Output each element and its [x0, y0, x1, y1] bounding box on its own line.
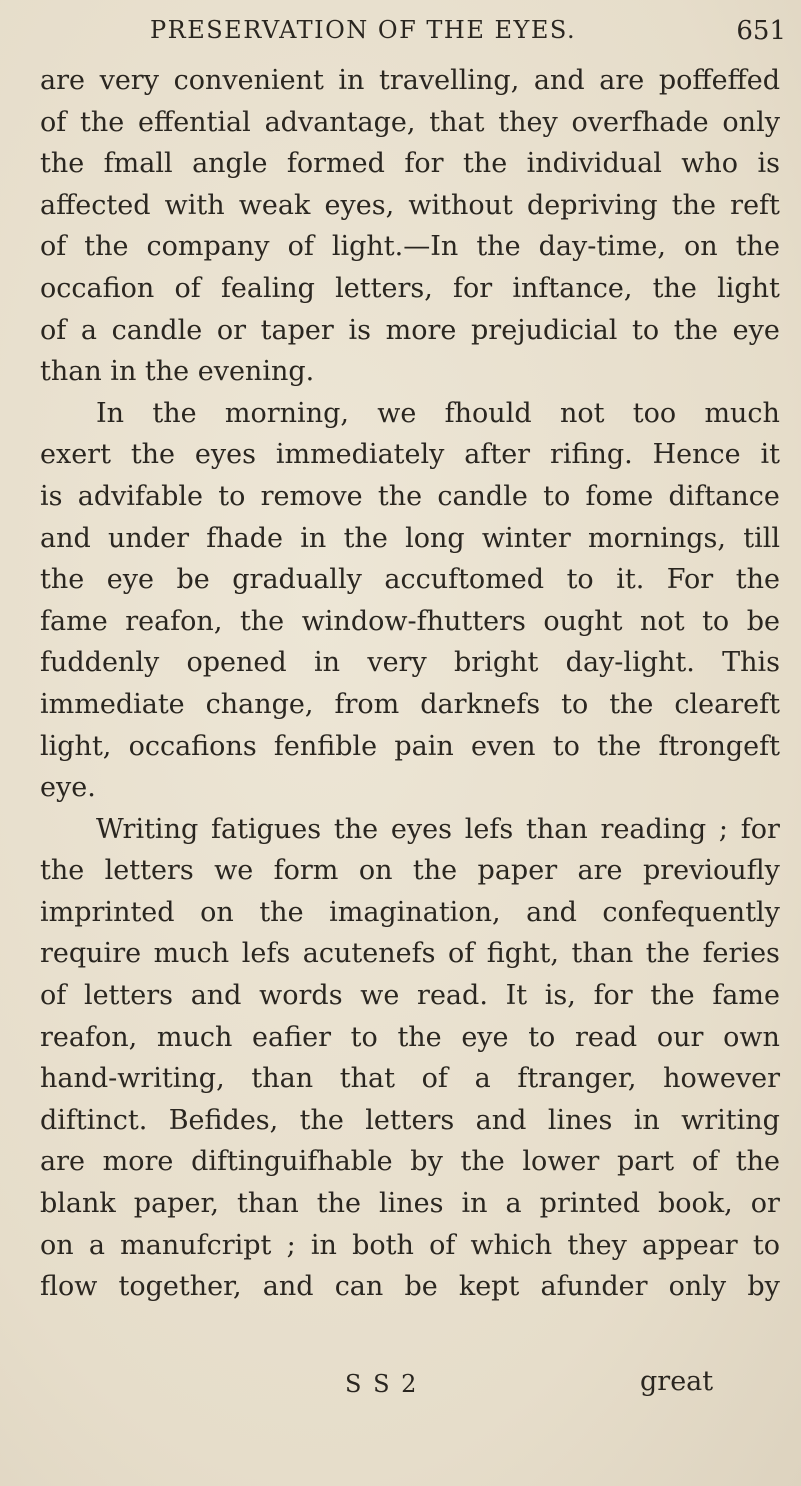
word: previoufly [642, 855, 780, 887]
word: long [405, 522, 465, 554]
word: to [752, 1229, 780, 1261]
word: a [505, 1188, 522, 1220]
word: fmall [103, 148, 173, 180]
word: immediately [275, 439, 445, 471]
word: the [412, 855, 458, 887]
word: or [750, 1188, 780, 1220]
text-line [40, 642, 780, 684]
word: depriving [526, 189, 658, 221]
word: fenfible [273, 730, 378, 762]
word: light [717, 272, 780, 304]
text-line [40, 1058, 780, 1100]
word: paper, [133, 1188, 219, 1220]
word: in [633, 1104, 660, 1136]
word: fatigues [211, 813, 322, 845]
word: the [316, 1188, 361, 1220]
word: day-time, [538, 231, 666, 263]
word: Befides, [168, 1104, 279, 1136]
word: and [475, 1104, 527, 1136]
word: fame [712, 980, 780, 1012]
text-line: eye. [40, 772, 96, 804]
word: blank [40, 1188, 116, 1220]
word: the [40, 564, 85, 596]
word: on [684, 231, 718, 263]
word: we [377, 397, 417, 429]
word: confequently [602, 896, 780, 928]
word: Writing [96, 813, 199, 845]
text-line [40, 809, 780, 851]
word: advantage, [264, 106, 416, 138]
word: light.—In [331, 231, 459, 263]
word: are [577, 855, 623, 887]
word: the [259, 896, 304, 928]
word: letters [365, 1104, 455, 1136]
word: much [153, 938, 230, 970]
word: lefs [241, 938, 291, 970]
word: are [40, 65, 85, 96]
word: bright [454, 647, 539, 679]
word: diftinguifhable [191, 1146, 393, 1178]
text-line [40, 892, 780, 934]
word: gradually [232, 564, 362, 596]
word: and [262, 1271, 314, 1303]
word: darknefs [420, 688, 541, 720]
word: to [632, 314, 660, 346]
word: and [40, 522, 91, 554]
word: require [40, 938, 142, 970]
word: more [385, 314, 457, 346]
word: fhould [444, 397, 532, 429]
word: the [152, 397, 197, 429]
word: part [617, 1146, 675, 1178]
word: reafon, [125, 605, 223, 637]
word: letters [83, 980, 173, 1012]
word: letters, [335, 272, 433, 304]
word: in [310, 1229, 337, 1261]
page-footer [0, 1366, 801, 1410]
word: on [40, 1229, 74, 1261]
word: opened [186, 647, 287, 679]
word: manufcript [120, 1229, 272, 1261]
word: be [176, 564, 210, 596]
word: mornings, [588, 522, 726, 554]
word: be [404, 1271, 438, 1303]
text-line [40, 226, 780, 268]
word: eye [732, 314, 780, 346]
word: of [429, 1229, 456, 1261]
text-line [40, 1100, 780, 1142]
word: printed [539, 1188, 640, 1220]
word: immediate [40, 688, 185, 720]
word: exert [40, 439, 111, 471]
word: fealing [220, 272, 315, 304]
word: only [668, 1271, 727, 1303]
word: a [80, 314, 98, 346]
word: who [681, 148, 739, 180]
word: fuddenly [40, 647, 160, 679]
word: not [559, 397, 605, 429]
word: fight, [486, 938, 559, 970]
text-line [40, 1183, 780, 1225]
word: the [40, 148, 85, 180]
word: eafier [252, 1021, 332, 1053]
word: of [447, 938, 475, 970]
word: angle [192, 148, 268, 180]
word: the [476, 231, 521, 263]
word: individual [526, 148, 662, 180]
word: acutenefs [302, 938, 436, 970]
page-header [0, 10, 801, 50]
word: diftinct. [40, 1104, 148, 1136]
word: till [743, 522, 780, 554]
word: of [174, 272, 201, 304]
word: Hence [652, 439, 741, 471]
word: the [652, 272, 697, 304]
word: the [343, 522, 388, 554]
word: the [84, 231, 129, 263]
word: weak [238, 189, 311, 221]
text-line [40, 684, 780, 726]
text-line [40, 268, 780, 310]
word: they [498, 106, 558, 138]
word: of [691, 1146, 719, 1178]
word: occafion [40, 272, 155, 304]
text-line [40, 726, 780, 768]
word: reft [730, 189, 780, 221]
word: kept [458, 1271, 520, 1303]
word: a [88, 1229, 105, 1261]
word: in [461, 1188, 488, 1220]
word: than [571, 938, 634, 970]
word: to [543, 480, 571, 512]
word: and [526, 896, 577, 928]
word: the [333, 813, 379, 845]
word: remove [260, 480, 363, 512]
word: we [360, 980, 400, 1012]
text-line [40, 185, 780, 227]
word: For [666, 564, 714, 596]
word: with [164, 189, 225, 221]
word: affected [40, 189, 151, 221]
word: eyes [194, 439, 256, 471]
word: lefs [464, 813, 514, 845]
word: the [735, 564, 780, 596]
word: rifing. [549, 439, 633, 471]
word: is [348, 314, 371, 346]
word: company [146, 231, 270, 263]
word: too [632, 397, 677, 429]
word: feries [702, 938, 780, 970]
word: to [552, 730, 580, 762]
word: in [338, 65, 365, 96]
word: under [108, 522, 189, 554]
word: of [40, 106, 67, 138]
word: own [723, 1021, 780, 1053]
word: taper [260, 314, 334, 346]
word: hand-writing, [40, 1063, 225, 1095]
word: prejudicial [471, 314, 618, 346]
text-line [40, 143, 780, 185]
word: of [40, 980, 67, 1012]
word: ftranger, [517, 1063, 637, 1095]
word: advifable [77, 480, 204, 512]
word: occafions [128, 730, 257, 762]
word: the [397, 1021, 442, 1053]
word: day-light. [565, 647, 695, 679]
word: the [645, 938, 690, 970]
word: together, [118, 1271, 242, 1303]
word: of [421, 1063, 448, 1095]
word: more [102, 1146, 174, 1178]
word: to [350, 1021, 378, 1053]
word: fome [585, 480, 654, 512]
word: is [757, 148, 780, 180]
word: paper [477, 855, 558, 887]
word: not [640, 605, 685, 637]
word: are [40, 1146, 85, 1178]
word: pain [394, 730, 454, 762]
word: however [663, 1063, 780, 1095]
word: the [80, 106, 125, 138]
word: to [528, 1021, 556, 1053]
word: In [96, 397, 125, 429]
word: the [460, 1146, 505, 1178]
word: or [216, 314, 247, 346]
word: from [334, 688, 400, 720]
word: in [300, 522, 327, 554]
word: for [740, 813, 780, 845]
text-line [40, 1225, 780, 1267]
word: very [367, 647, 427, 679]
word: be [746, 605, 780, 637]
running-head: PRESERVATION OF THE EYES. [150, 16, 577, 44]
text-line [40, 102, 780, 144]
text-line [40, 601, 780, 643]
word: morning, [224, 397, 349, 429]
word: winter [481, 522, 571, 554]
word: can [334, 1271, 384, 1303]
word: the [673, 314, 718, 346]
text-line [40, 1266, 780, 1308]
word: effential [138, 106, 251, 138]
word: for [404, 148, 444, 180]
word: the [377, 480, 423, 512]
word: the [299, 1104, 344, 1136]
word: it [760, 439, 780, 471]
text-line [40, 559, 780, 601]
word: convenient [173, 65, 324, 96]
word: our [656, 1021, 704, 1053]
word: words [259, 980, 343, 1012]
word: are [599, 65, 645, 96]
word: fame [40, 605, 108, 637]
text-line [40, 933, 780, 975]
word: candle [111, 314, 203, 346]
word: to [218, 480, 246, 512]
word: lower [522, 1146, 600, 1178]
text-line [40, 1141, 780, 1183]
word: is [40, 480, 63, 512]
word: that [429, 106, 485, 138]
word: eyes, [324, 189, 395, 221]
word: the [597, 730, 642, 762]
word: light, [40, 730, 112, 762]
word: afunder [540, 1271, 648, 1303]
word: than [251, 1063, 314, 1095]
word: cleareft [674, 688, 780, 720]
body-text [40, 60, 780, 1308]
word: ought [543, 605, 623, 637]
word: the [671, 189, 717, 221]
word: much [704, 397, 780, 429]
text-line [40, 60, 780, 102]
word: a [474, 1063, 491, 1095]
word: the [462, 148, 508, 180]
word: inftance, [512, 272, 633, 304]
word: on [200, 896, 234, 928]
word: is, [544, 980, 576, 1012]
word: imagination, [329, 896, 501, 928]
word: for [593, 980, 633, 1012]
word: the [40, 855, 85, 887]
word: and [533, 65, 585, 96]
word: This [722, 647, 780, 679]
word: than [526, 813, 588, 845]
word: the [609, 688, 654, 720]
word: very [99, 65, 159, 96]
word: without [408, 189, 513, 221]
word: writing [681, 1104, 780, 1136]
word: the [239, 605, 285, 637]
word: ftrongeft [658, 730, 780, 762]
word: appear [642, 1229, 738, 1261]
text-line [40, 1017, 780, 1059]
word: read. [417, 980, 488, 1012]
text-line [40, 310, 780, 352]
word: letters [104, 855, 194, 887]
text-line [40, 434, 780, 476]
word: formed [286, 148, 385, 180]
word: form [273, 855, 339, 887]
word: to [702, 605, 730, 637]
word: book, [658, 1188, 733, 1220]
word: It [505, 980, 528, 1012]
word: accuftomed [384, 564, 545, 596]
word: which [470, 1229, 553, 1261]
word: to [566, 564, 594, 596]
word: poffeffed [658, 65, 780, 96]
catchword: great [640, 1366, 714, 1397]
word: for [453, 272, 493, 304]
word: imprinted [40, 896, 175, 928]
text-line: than in the evening. [40, 356, 315, 388]
text-line [40, 850, 780, 892]
word: reading [600, 813, 707, 845]
word: the [735, 1146, 780, 1178]
word: reafon, [40, 1021, 138, 1053]
word: we [214, 855, 254, 887]
word: both [352, 1229, 414, 1261]
word: travelling, [379, 65, 520, 96]
word: window-fhutters [301, 605, 526, 637]
text-line [40, 476, 780, 518]
word: lines [547, 1104, 613, 1136]
word: that [339, 1063, 395, 1095]
word: lines [378, 1188, 444, 1220]
word: on [358, 855, 393, 887]
word: it. [616, 564, 645, 596]
word: by [747, 1271, 780, 1303]
word: eye [106, 564, 154, 596]
word: eye [461, 1021, 509, 1053]
word: read [574, 1021, 638, 1053]
page-number: 651 [736, 16, 786, 46]
word: diftance [668, 480, 780, 512]
word: they [567, 1229, 627, 1261]
signature-mark: S S 2 [345, 1370, 419, 1398]
word: by [410, 1146, 443, 1178]
word: much [156, 1021, 233, 1053]
word: fhade [206, 522, 284, 554]
text-line [40, 518, 780, 560]
word: overfhade [571, 106, 709, 138]
word: the [735, 231, 780, 263]
word: the [650, 980, 695, 1012]
word: of [287, 231, 314, 263]
word: after [464, 439, 531, 471]
word: of [40, 231, 67, 263]
word: the [130, 439, 176, 471]
word: flow [40, 1271, 98, 1303]
word: to [561, 688, 589, 720]
text-line [40, 393, 780, 435]
word: candle [437, 480, 528, 512]
text-line [40, 975, 780, 1017]
word: eyes [390, 813, 452, 845]
word: of [40, 314, 67, 346]
word: ; [718, 813, 728, 845]
word: only [722, 106, 780, 138]
word: than [236, 1188, 299, 1220]
word: even [470, 730, 536, 762]
word: in [313, 647, 341, 679]
word: change, [205, 688, 314, 720]
word: ; [286, 1229, 296, 1261]
word: and [190, 980, 242, 1012]
